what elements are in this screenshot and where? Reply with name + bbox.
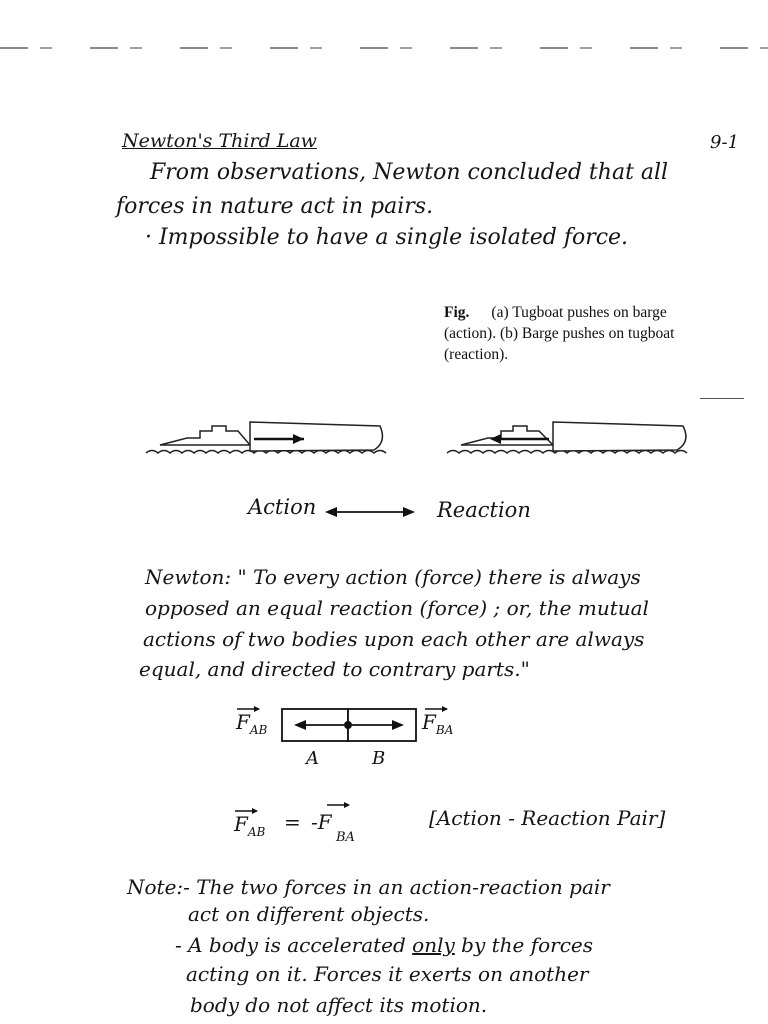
equation-lhs-symbol: F (234, 812, 248, 836)
force-vector-arrow-icon (325, 800, 353, 810)
force-ab-subscript: AB (249, 723, 268, 737)
intro-line-1: From observations, Newton concluded that all (150, 160, 669, 185)
note-line-2: act on different objects. (188, 902, 430, 926)
caption-label: Fig. (444, 304, 470, 321)
action-reaction-pair-label: [Action - Reaction Pair] (429, 806, 666, 830)
force-ba-subscript: BA (435, 723, 454, 737)
note-line-3 (175, 933, 593, 957)
figure-caption (444, 302, 694, 365)
quote-line-1: Newton: " To every action (force) there is always (145, 565, 641, 589)
scan-artifact-line (0, 47, 768, 49)
quote-line-4: equal, and directed to contrary parts." (139, 657, 530, 681)
force-vector-arrow-icon (423, 704, 451, 714)
equation-rhs-symbol: -F (311, 810, 332, 834)
quote-line-2: opposed an equal reaction (force) ; or, the mutual (145, 596, 649, 620)
force-vector-arrow-icon (235, 704, 263, 714)
equation-lhs-subscript: AB (247, 825, 266, 839)
quote-line-3: actions of two bodies upon each other are always (143, 627, 645, 651)
equation-equals-sign: = (284, 810, 301, 834)
equation-rhs (311, 810, 332, 834)
box-b-label: B (372, 748, 386, 769)
force-ba-vector-symbol: F (422, 710, 436, 734)
intro-line-3: · Impossible to have a single isolated force. (145, 225, 629, 250)
force-ab-label (236, 710, 267, 737)
scan-edge-mark (700, 398, 744, 399)
action-reaction-double-arrow (322, 501, 418, 523)
equation-rhs-subscript: BA (336, 830, 355, 845)
box-a-label: A (306, 748, 319, 769)
page-number: 9-1 (710, 132, 739, 153)
note-line-3-start: - A body is accelerated (175, 933, 406, 957)
force-pair-boxes-diagram (280, 707, 420, 743)
force-ba-label (422, 710, 453, 737)
note-emphasis-only: only (412, 933, 455, 957)
page-title: Newton's Third Law (122, 130, 317, 152)
note-line-3-end: by the forces (461, 933, 594, 957)
force-ab-vector-symbol: F (236, 710, 250, 734)
force-vector-arrow-icon (233, 806, 261, 816)
note-line-4: acting on it. Forces it exerts on another (186, 962, 589, 986)
note-line-1: Note:- The two forces in an action-reaction pair (127, 875, 610, 899)
equation-lhs (234, 812, 265, 839)
tugboat-action-illustration (142, 414, 392, 464)
barge-reaction-illustration (443, 414, 698, 464)
intro-line-2: forces in nature act in pairs. (116, 194, 434, 219)
reaction-label: Reaction (437, 498, 531, 522)
action-label: Action (248, 495, 317, 519)
note-line-5: body do not affect its motion. (190, 993, 488, 1017)
caption-text: (a) Tugboat pushes on barge (action). (b) Barge pushes on tugboat (reaction). (444, 304, 675, 363)
